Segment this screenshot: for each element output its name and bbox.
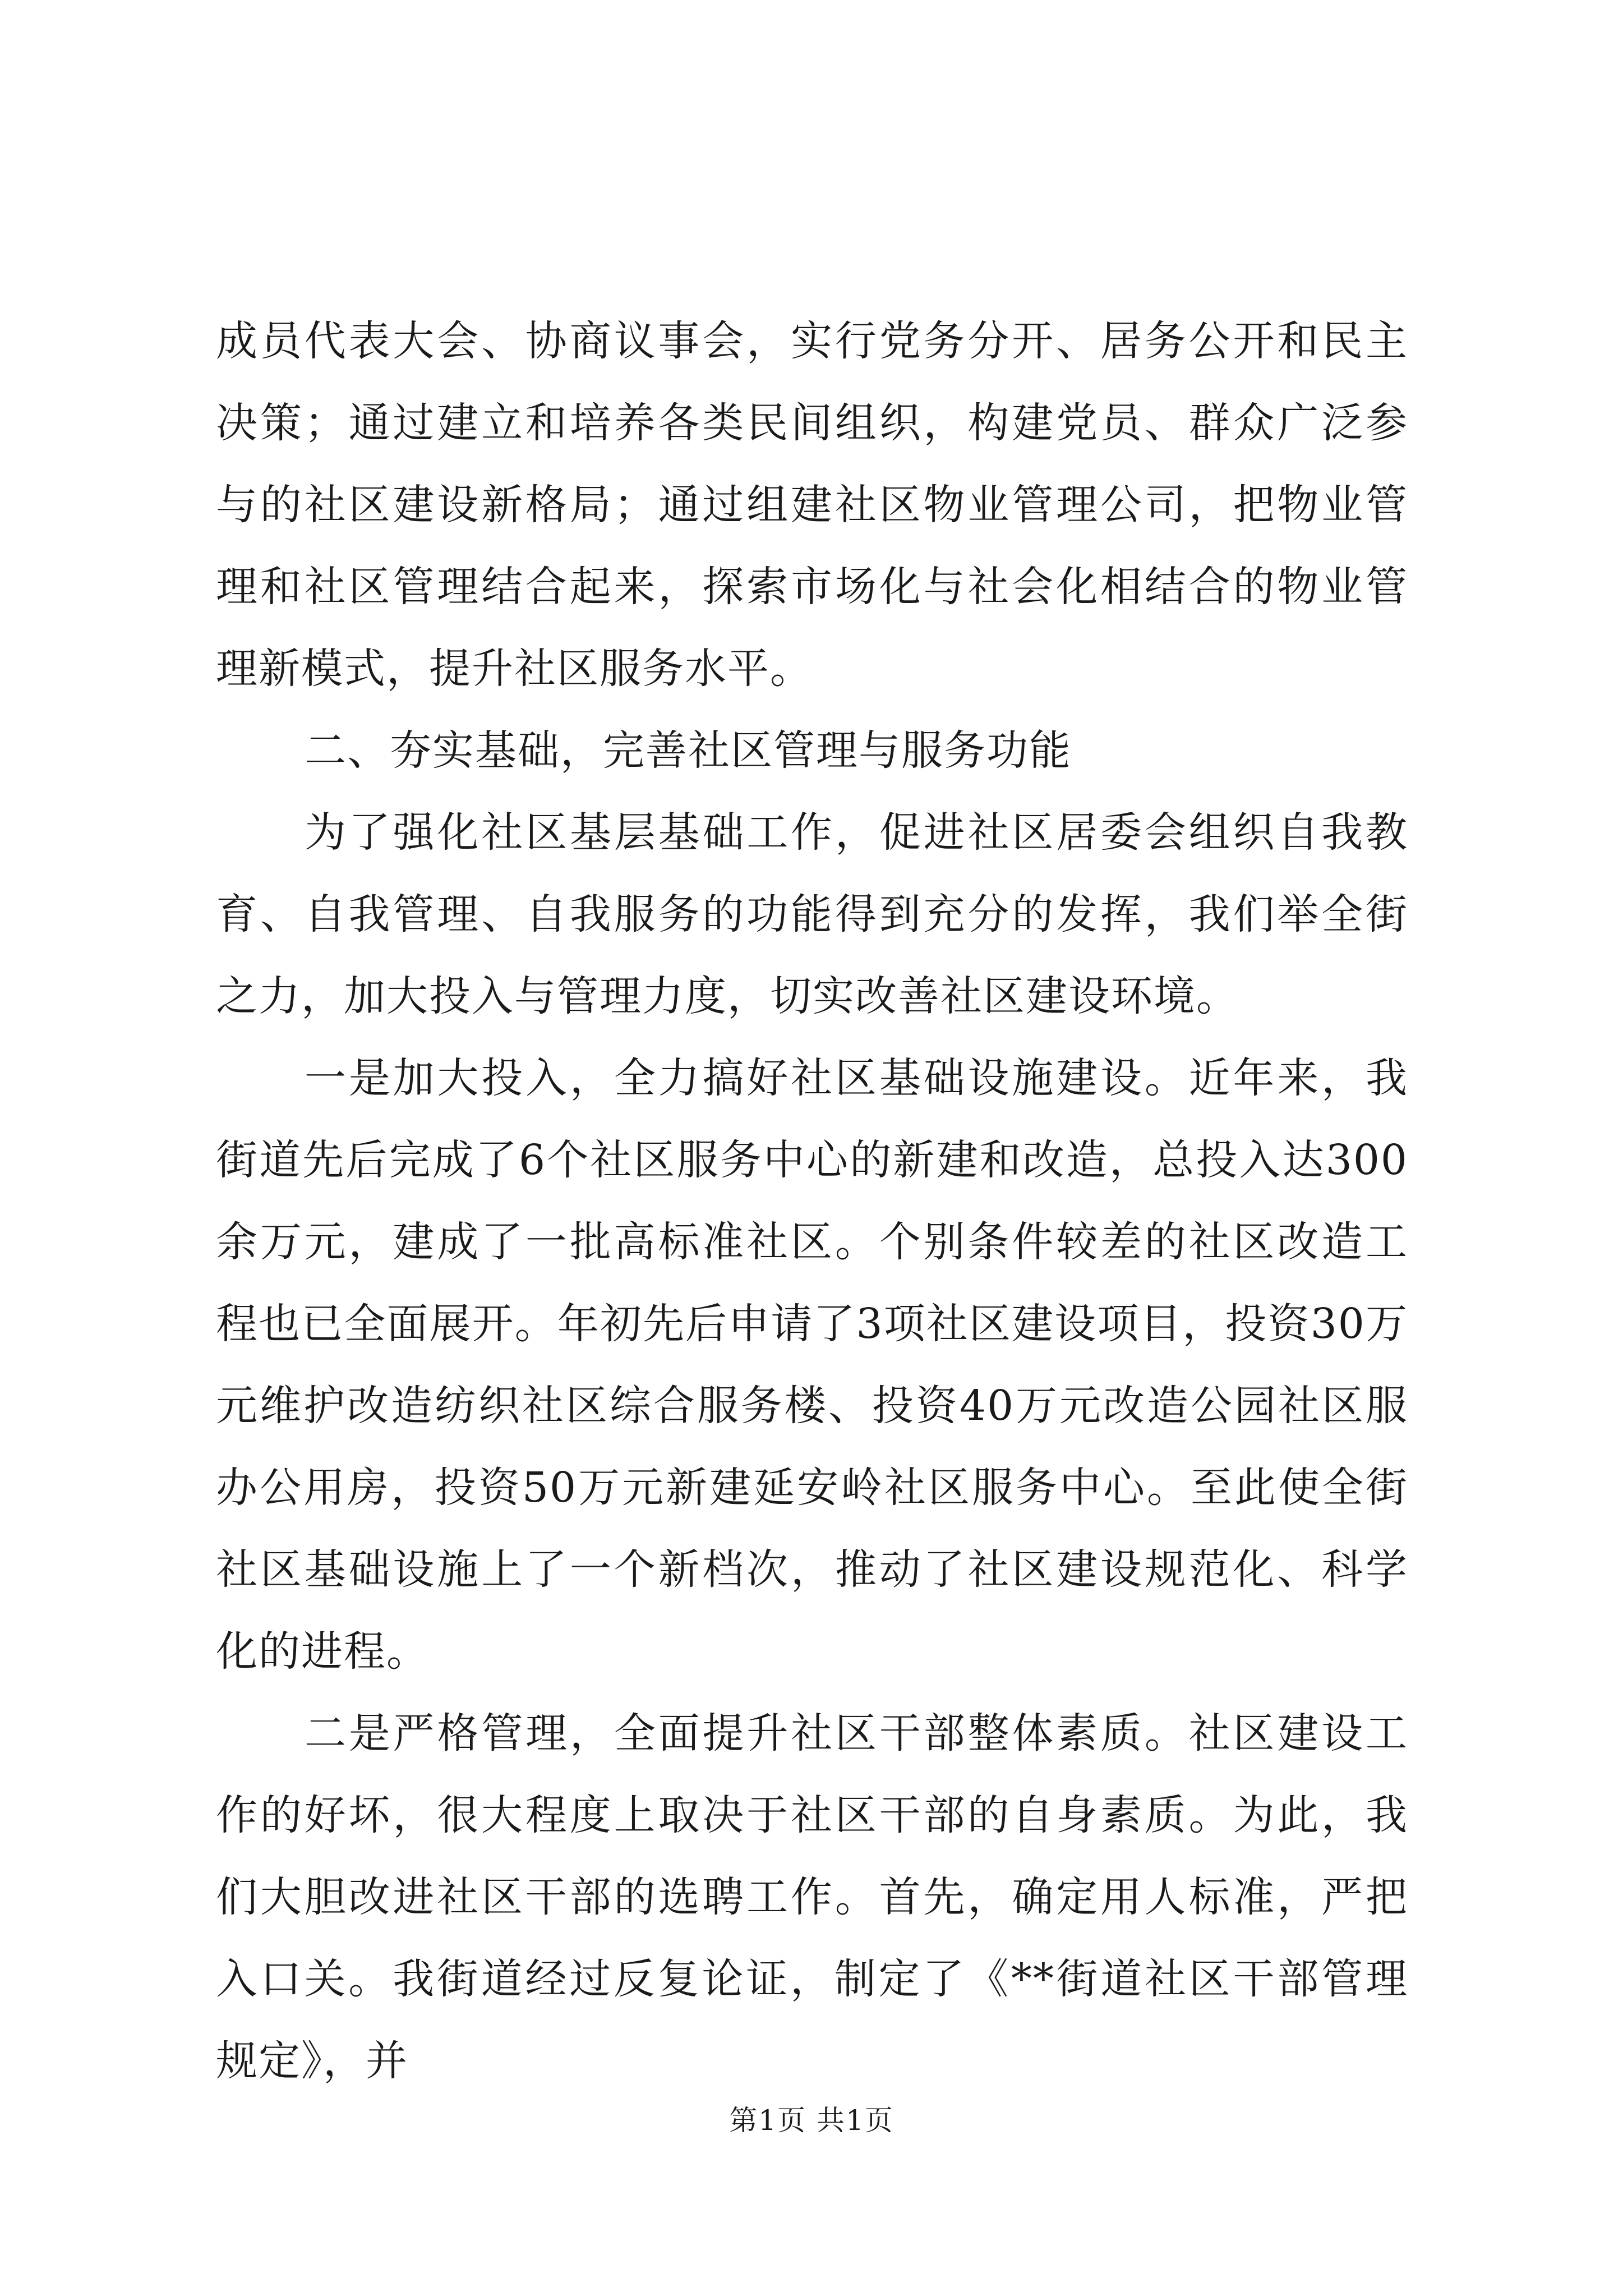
paragraph-investment: 一是加大投入，全力搞好社区基础设施建设。近年来，我街道先后完成了6个社区服务中心的新建和改造，总投入达300余万元，建成了一批高标准社区。个别条件较差的社区改造工程也已全面展开。年初先后申请了3项社区建设项目，投资30万元维护改造纺织社区综合服务楼、投资40万元改造公园社区服办公用房，投资50万元新建延安岭社区服务中心。至此使全街社区基础设施上了一个新档次，推动了社区建设规范化、科学化的进程。 bbox=[216, 1054, 1408, 1676]
section-heading: 二、夯实基础，完善社区管理与服务功能 bbox=[305, 726, 1072, 775]
paragraph-continuation: 成员代表大会、协商议事会，实行党务分开、居务公开和民主决策；通过建立和培养各类民间组织，构建党员、群众广泛参与的社区建设新格局；通过组建社区物业管理公司，把物业管理和社区管理结合起来，探索市场化与社会化相结合的物业管理新模式，提升社区服务水平。 bbox=[216, 317, 1408, 693]
paragraph-management: 二是严格管理，全面提升社区干部整体素质。社区建设工作的好坏，很大程度上取决于社区干部的自身素质。为此，我们大胆改进社区干部的选聘工作。首先，确定用人标准，严把入口关。我街道经过反复论证，制定了《**街道社区干部管理规定》，并 bbox=[216, 1709, 1408, 2085]
document-body bbox=[216, 300, 1408, 2102]
page-number: 第1页 共1页 bbox=[729, 2104, 894, 2137]
page-footer bbox=[0, 2104, 1623, 2137]
paragraph-intro: 为了强化社区基层基础工作，促进社区居委会组织自我教育、自我管理、自我服务的功能得到充分的发挥，我们举全街之力，加大投入与管理力度，切实改善社区建设环境。 bbox=[216, 808, 1408, 1020]
